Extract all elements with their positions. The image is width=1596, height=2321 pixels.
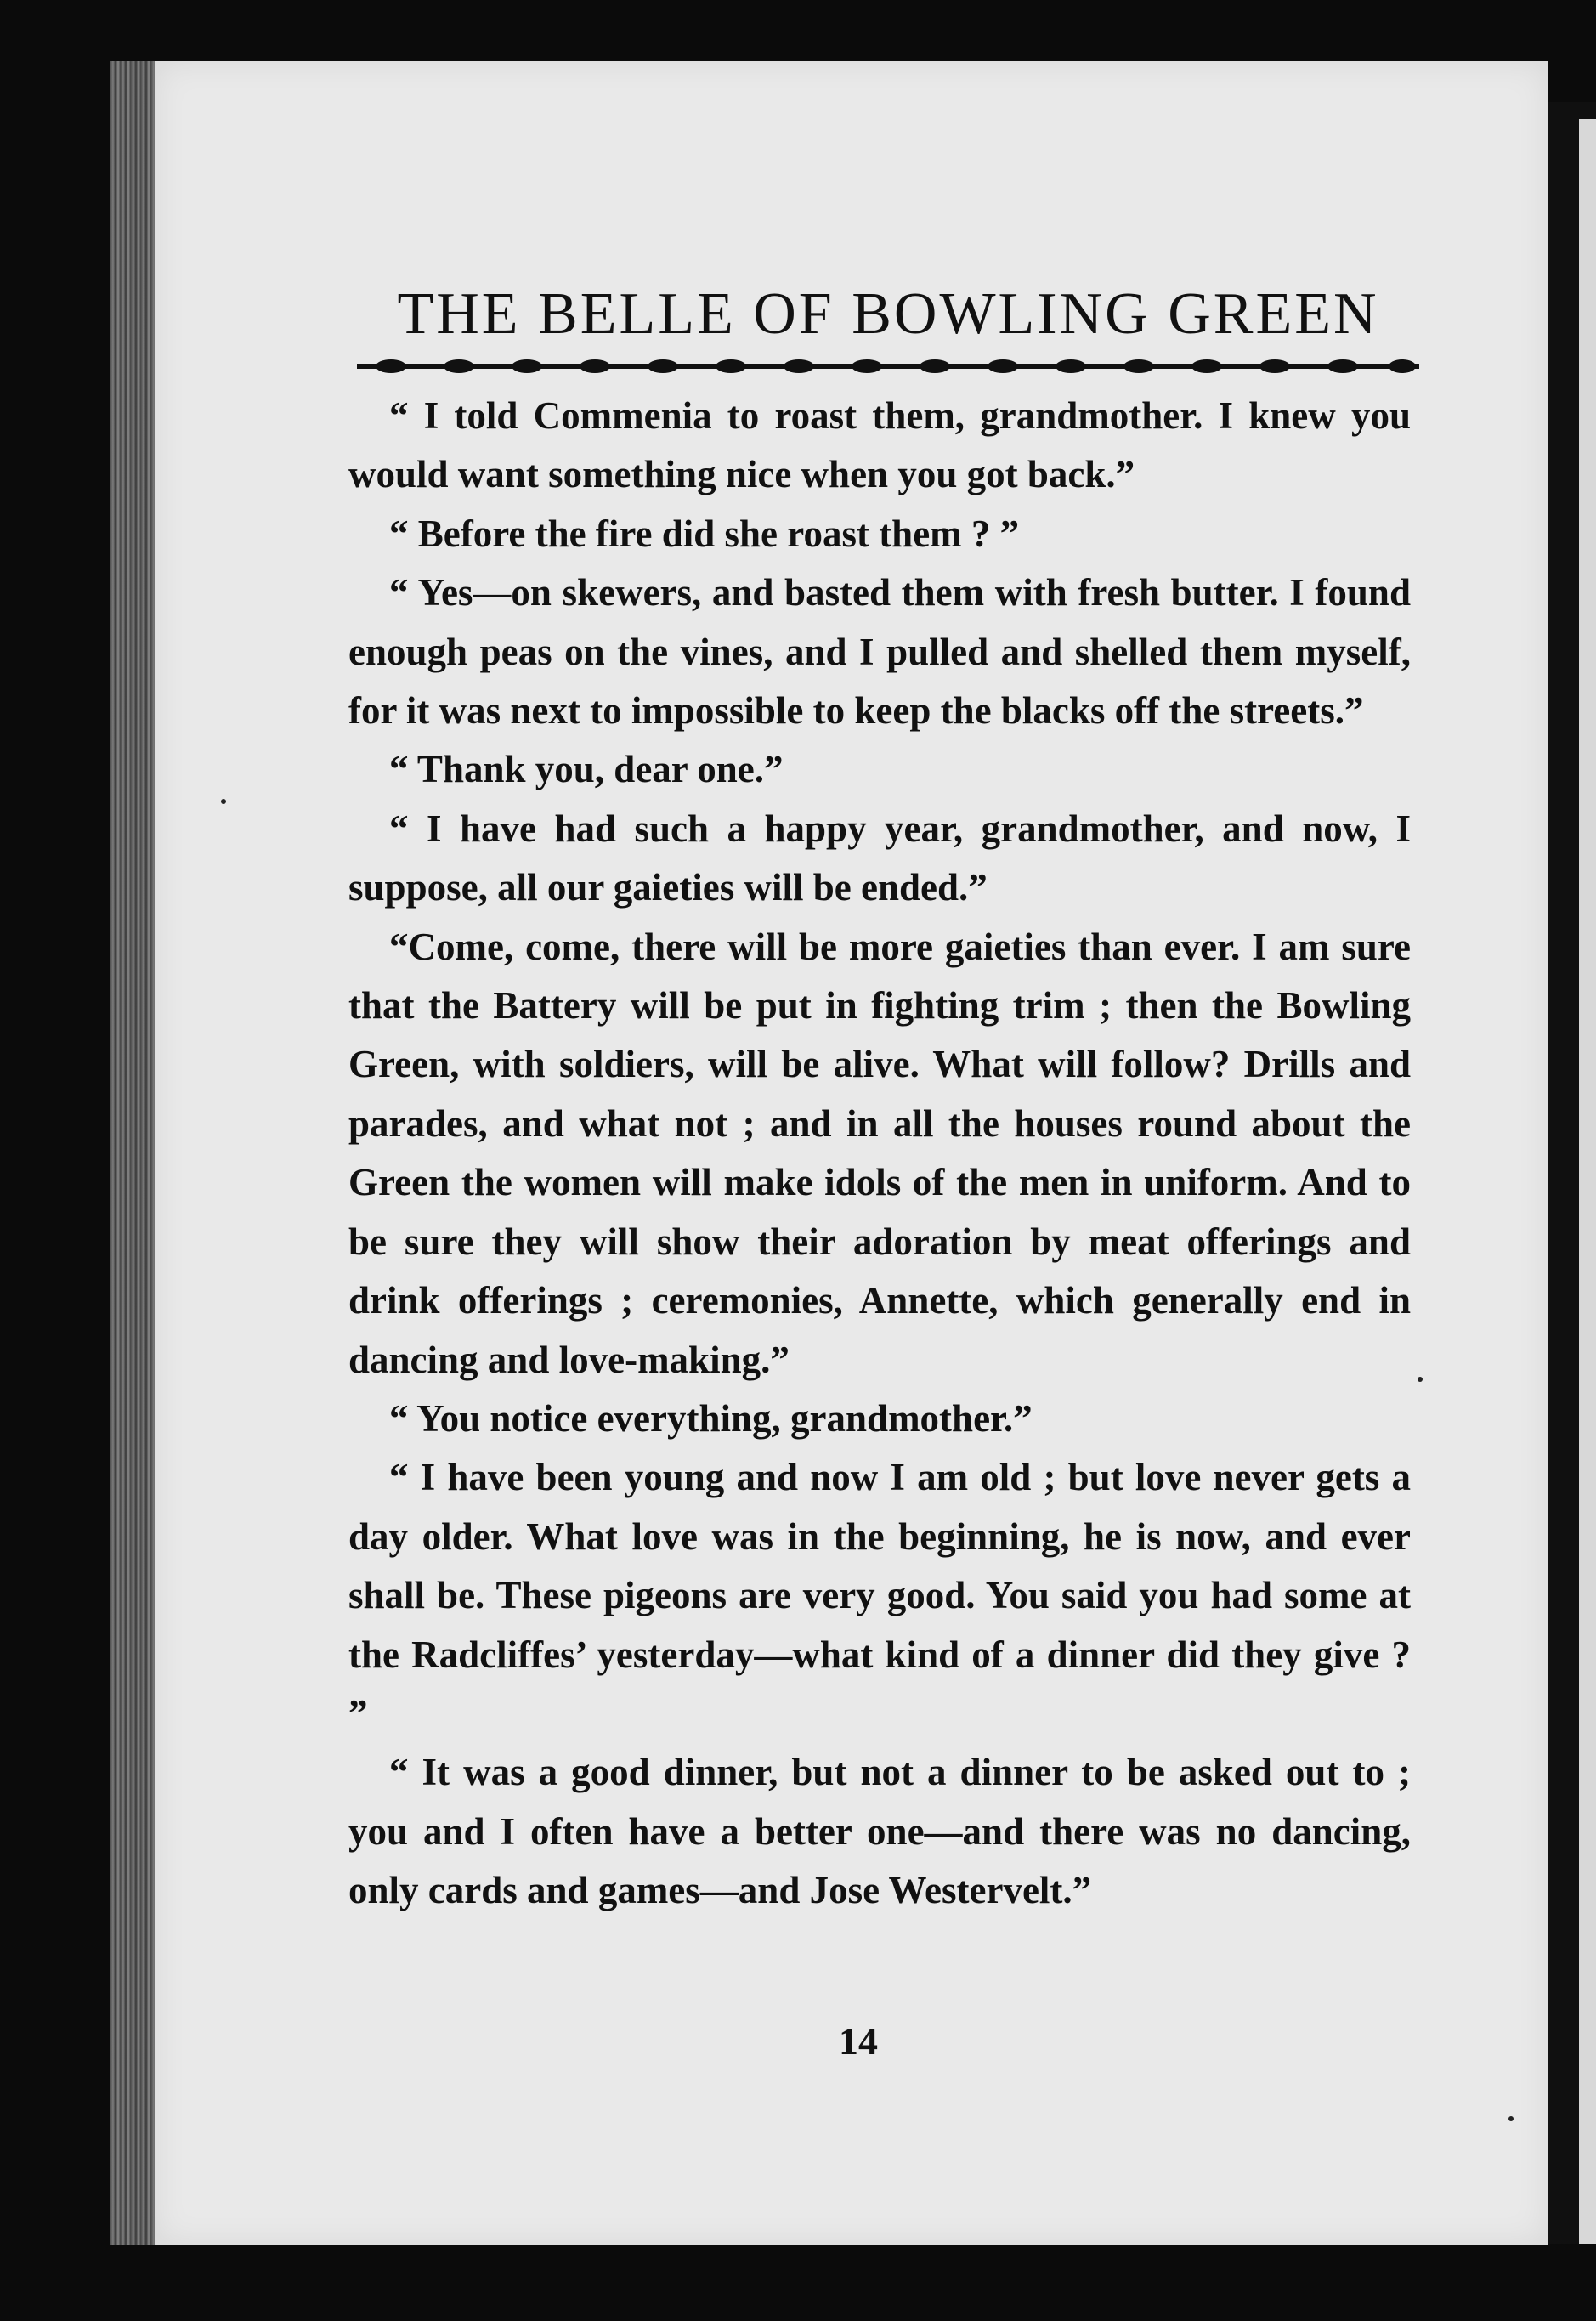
facing-page-edge xyxy=(1579,119,1596,2244)
page-number: 14 xyxy=(839,2019,878,2063)
paragraph: “ Thank you, dear one.” xyxy=(389,748,784,791)
scan-speck xyxy=(221,799,226,804)
paragraph: “Come, come, there will be more gaieties than ever. I am sure that the Battery will be put in fighting trim ; then the Bowling Green, with soldiers, will be alive. What will follow? Drills and parades, and what not ; and in all the houses round about the Green the women will make idols of the men in uniform. And to be sure they will show their adoration by meat offerings and drink offerings ; ceremonies, Annette, which generally end in dancing and love-making.” xyxy=(348,925,1411,1381)
decorative-rule xyxy=(357,355,1419,377)
paragraph: “ I have had such a happy year, grandmother, and now, I suppose, all our gaieties will be ended.” xyxy=(348,807,1411,909)
running-head: THE BELLE OF BOWLING GREEN xyxy=(397,281,1379,347)
paragraph: “ I told Commenia to roast them, grandmother. I knew you would want something nice when you got back.” xyxy=(348,394,1411,496)
binding-gutter xyxy=(110,61,161,2245)
paragraph: “ Before the fire did she roast them ? ” xyxy=(389,512,1020,555)
scan-speck xyxy=(1418,1377,1423,1382)
paragraph: “ You notice everything, grandmother.” xyxy=(389,1396,1033,1440)
paragraph: “ It was a good dinner, but not a dinner to be asked out to ; you and I often have a better one—and there was no dancing, only cards and games—and Jose Westervelt.” xyxy=(348,1751,1411,1912)
paragraph: “ I have been young and now I am old ; but love never gets a day older. What love was in the beginning, he is now, and ever shall be. These pigeons are very good. You said you had some at the Radcliffes’ yesterday—what kind of a dinner did they give ? ” xyxy=(348,1456,1411,1735)
page-text xyxy=(348,387,1411,1921)
scan-speck xyxy=(1508,2116,1514,2121)
paragraph: “ Yes—on skewers, and basted them with fresh butter. I found enough peas on the vines, and I pulled and shelled them myself, for it was next to impossible to keep the blacks off the streets.” xyxy=(348,571,1411,733)
